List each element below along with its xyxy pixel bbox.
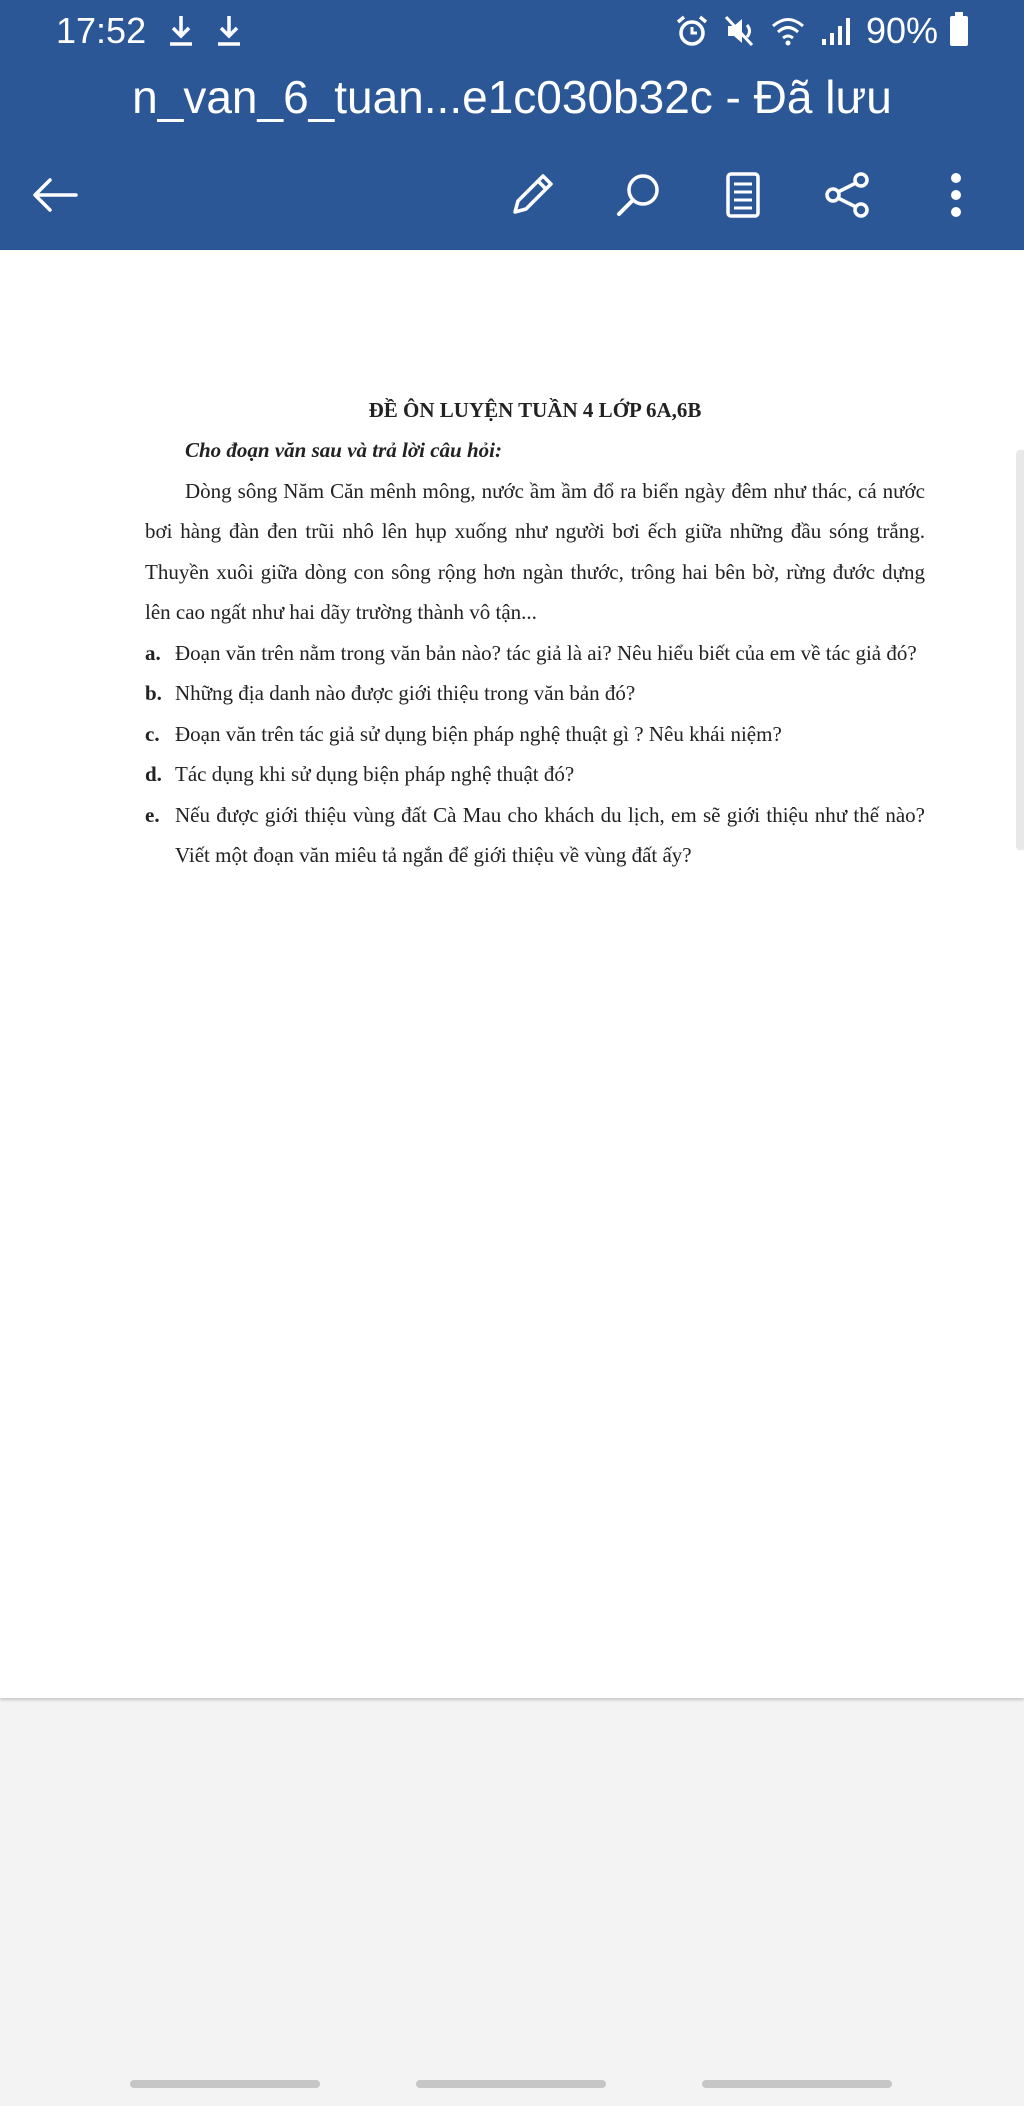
alarm-icon [674,13,710,49]
share-icon [820,168,874,222]
instruction-text: Cho đoạn văn sau và trả lời câu hỏi: [185,438,502,462]
question-item [145,714,925,755]
question-text: Tác dụng khi sử dụng biện pháp nghệ thuật đó? [175,762,575,786]
passage-text: Dòng sông Năm Căn mênh mông, nước ầm ầm đổ ra biển ngày đêm như thác, cá nước bơi hàng đàn đen trũi nhô lên hụp xuống như người bơi ếch giữa những đầu sóng trắng. Thuyền xuôi giữa dòng con sông rộng hơn ngàn thước, trông hai bên bờ, rừng đước dựng lên cao ngất như hai dãy trường thành vô tận... [145,478,925,624]
document-heading: ĐỀ ÔN LUYỆN TUẦN 4 LỚP 6A,6B [368,398,702,422]
more-options-button[interactable] [921,160,991,230]
search-icon [612,168,666,222]
question-text: Những địa danh nào được giới thiệu trong văn bản đó? [175,681,636,705]
status-bar [0,0,1024,62]
status-time: 17:52 [56,10,147,51]
question-text: Đoạn văn trên tác giả sử dụng biện pháp nghệ thuật gì ? Nêu khái niệm? [175,721,782,746]
back-arrow-icon [28,168,82,222]
battery-percent: 90% [865,10,938,51]
reading-view-icon [716,168,770,222]
navigation-bar [0,2072,1024,2092]
document-content [145,390,925,876]
question-label: e. [145,802,160,827]
status-indicators [674,10,968,52]
document-page[interactable] [0,250,1024,1698]
document-title: n_van_6_tuan...e1c030b32c - Đã lưu [132,71,892,123]
download-icon [214,10,244,50]
app-bar [0,0,1024,250]
toolbar [0,160,1024,240]
signal-icon [818,13,854,49]
question-item [145,673,925,714]
question-item [145,633,925,674]
question-label: c. [145,721,160,746]
search-button[interactable] [604,160,674,230]
question-label: d. [145,762,162,786]
mute-icon [722,13,758,49]
download-icon [166,10,196,50]
nav-home-button[interactable] [416,2080,606,2088]
pencil-icon [505,168,559,222]
nav-back-button[interactable] [702,2080,892,2088]
question-item [145,795,925,876]
question-label: b. [145,681,162,705]
question-text: Nếu được giới thiệu vùng đất Cà Mau cho khách du lịch, em sẽ giới thiệu như thế nào? Viết một đoạn văn miêu tả ngắn để giới thiệu về vùng đất ấy? [175,802,925,867]
edit-button[interactable] [497,160,567,230]
more-options-icon [929,168,983,222]
back-button[interactable] [20,160,90,230]
scroll-handle[interactable] [1016,450,1024,850]
wifi-icon [770,13,806,49]
nav-recents-button[interactable] [130,2080,320,2088]
question-item [145,754,925,795]
question-list [145,633,925,876]
reading-view-button[interactable] [708,160,778,230]
share-button[interactable] [812,160,882,230]
question-text: Đoạn văn trên nằm trong văn bản nào? tác giả là ai? Nêu hiểu biết của em về tác giả đó? [175,640,917,665]
battery-icon [950,16,968,46]
question-label: a. [145,640,161,665]
